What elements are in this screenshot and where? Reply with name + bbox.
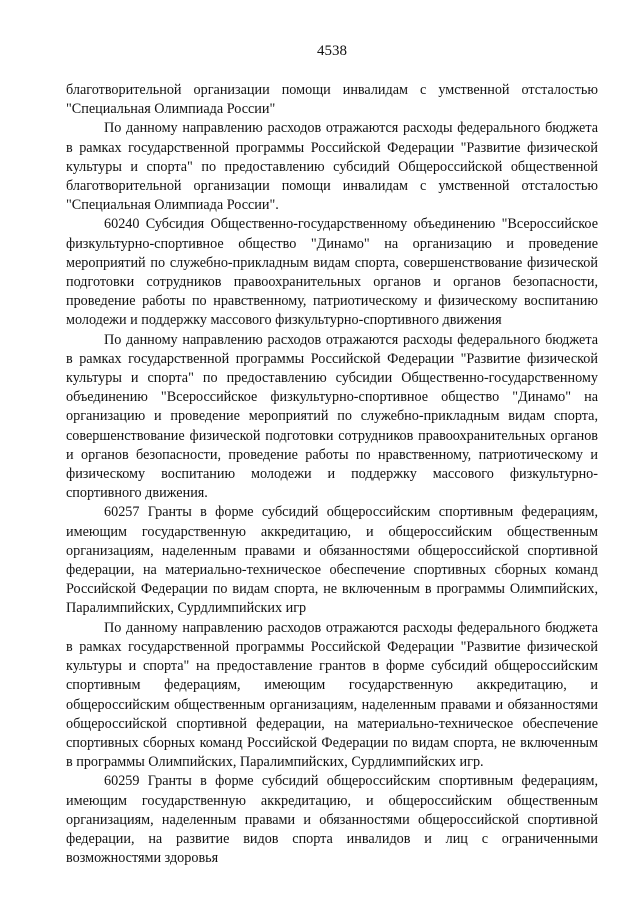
paragraph: благотворительной организации помощи инвалидам с умственной отсталостью "Специальная Олимпиада России": [66, 82, 598, 118]
document-body: [66, 81, 598, 868]
paragraph: По данному направлению расходов отражаются расходы федерального бюджета в рамках государственной программы Российской Федерации "Развитие физической культуры и спорта" на предоставление грантов в форме субсидий общероссийским спортивным федерациям, имеющим государственную аккредитацию, и общероссийским общественным организациям, наделенным правами и обязанностями общероссийской спортивной федерации, на материально-техническое обеспечение спортивных сборных команд Российской Федерации по видам спорта, не включенным в программы Олимпийских, Паралимпийских, Сурдлимпийских игр.: [66, 619, 598, 771]
paragraph: 60240 Субсидия Общественно-государственному объединению "Всероссийское физкультурно-спортивное общество "Динамо" на организацию и проведение мероприятий по служебно-прикладным видам спорта, совершенствование физической подготовки сотрудников правоохранительных органов и органов безопасности, проведение работы по нравственному, патриотическому и физическому воспитанию молодежи и поддержку массового физкультурно-спортивного движения: [66, 216, 598, 329]
paragraph: 60257 Гранты в форме субсидий общероссийским спортивным федерациям, имеющим государственную аккредитацию, и общероссийским общественным организациям, наделенным правами и обязанностями общероссийской спортивной федерации, на материально-техническое обеспечение спортивных сборных команд Российской Федерации по видам спорта, не включенным в программы Олимпийских, Паралимпийских, Сурдлимпийских игр: [66, 504, 598, 617]
paragraph: По данному направлению расходов отражаются расходы федерального бюджета в рамках государственной программы Российской Федерации "Развитие физической культуры и спорта" по предоставлению субсидии Общественно-государственному объединению "Всероссийское физкультурно-спортивное общество "Динамо" на организацию и проведение мероприятий по служебно-прикладным видам спорта, совершенствование физической подготовки сотрудников правоохранительных органов и органов безопасности, проведение работы по нравственному, патриотическому и физическому воспитанию молодежи и поддержку массового физкультурно-спортивного движения.: [66, 331, 598, 502]
page-number: 4538: [317, 43, 347, 59]
paragraph: 60259 Гранты в форме субсидий общероссийским спортивным федерациям, имеющим государственную аккредитацию, и общероссийским общественным организациям, наделенным правами и обязанностями общероссийской спортивной федерации, на развитие видов спорта инвалидов и лиц с ограниченными возможностями здоровья: [66, 773, 598, 867]
paragraph: По данному направлению расходов отражаются расходы федерального бюджета в рамках государственной программы Российской Федерации "Развитие физической культуры и спорта" по предоставлению субсидий Общероссийской общественной благотворительной организации помощи инвалидам с умственной отсталостью "Специальная Олимпиада России".: [66, 120, 598, 214]
